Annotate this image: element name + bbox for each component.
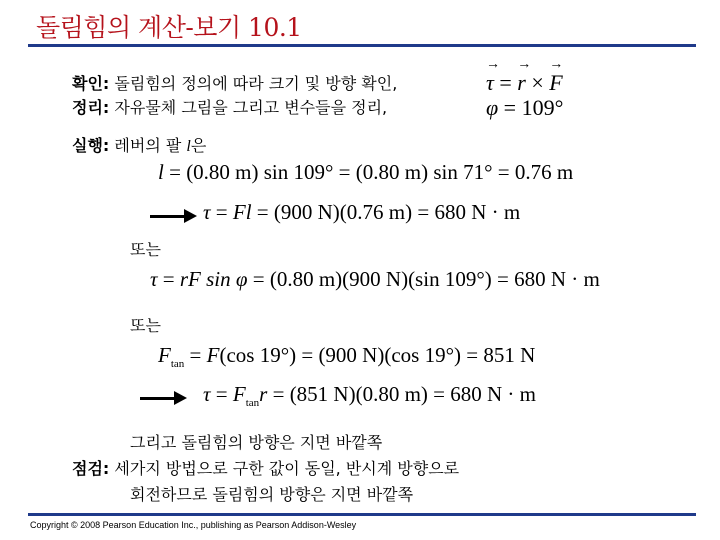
step-organize <box>72 95 387 118</box>
check-line-3: 회전하므로 돌림힘의 방향은 지면 바깥쪽 <box>130 485 414 504</box>
organize-label: 정리: <box>72 98 110 117</box>
equation-torque-fl: τ = Fl = (900 N)(0.76 m) = 680 N · m <box>203 200 521 224</box>
copyright: Copyright © 2008 Pearson Education Inc., publishing as Pearson Addison-Wesley <box>30 520 357 530</box>
f-vector: F <box>549 70 563 95</box>
page-title: 돌림힘의 계산-보기 10.1 <box>36 13 302 42</box>
step-check <box>72 456 459 479</box>
equation-lever-arm: l = (0.80 m) sin 109° = (0.80 m) sin 71° = 0.76 m <box>158 160 574 184</box>
confirm-label: 확인: <box>72 74 110 93</box>
title-rule <box>28 44 696 47</box>
organize-text: 자유물체 그림을 그리고 변수들을 정리, <box>114 98 388 117</box>
check-line-2: 세가지 방법으로 구한 값이 동일, 반시계 방향으로 <box>114 459 460 478</box>
execute-label: 실행: <box>72 136 110 155</box>
step-execute: 실행: 레버의 팔 l은 <box>72 136 207 155</box>
equation-torque-ftan: $\tau = F_{tan}r = (851$ N)(0.80 m) = 680 N · m <box>203 382 537 410</box>
or-text-1: 또는 <box>130 240 161 259</box>
confirm-text: 돌림힘의 정의에 따라 크기 및 방향 확인, <box>114 74 398 93</box>
check-label: 점검: <box>72 459 110 478</box>
torque-definition: τ → = r → × F → <box>486 57 564 95</box>
r-vector: r <box>517 70 526 95</box>
torque-vector: τ <box>486 70 494 95</box>
or-text-2: 또는 <box>130 316 161 335</box>
phi-equation: φ = 109° <box>486 95 564 120</box>
check-line-1: 그리고 돌림힘의 방향은 지면 바깥쪽 <box>130 433 383 452</box>
footer-rule <box>28 513 696 516</box>
step-confirm <box>72 71 397 94</box>
equation-tangential-force: $F_{tan} = F(\cos$ 19°) = (900 N)(cos 19°) = 851 N <box>158 343 536 371</box>
equation-torque-rfsin: τ = rF sin φ = (0.80 m)(900 N)(sin 109°) = 680 N · m <box>150 267 600 291</box>
